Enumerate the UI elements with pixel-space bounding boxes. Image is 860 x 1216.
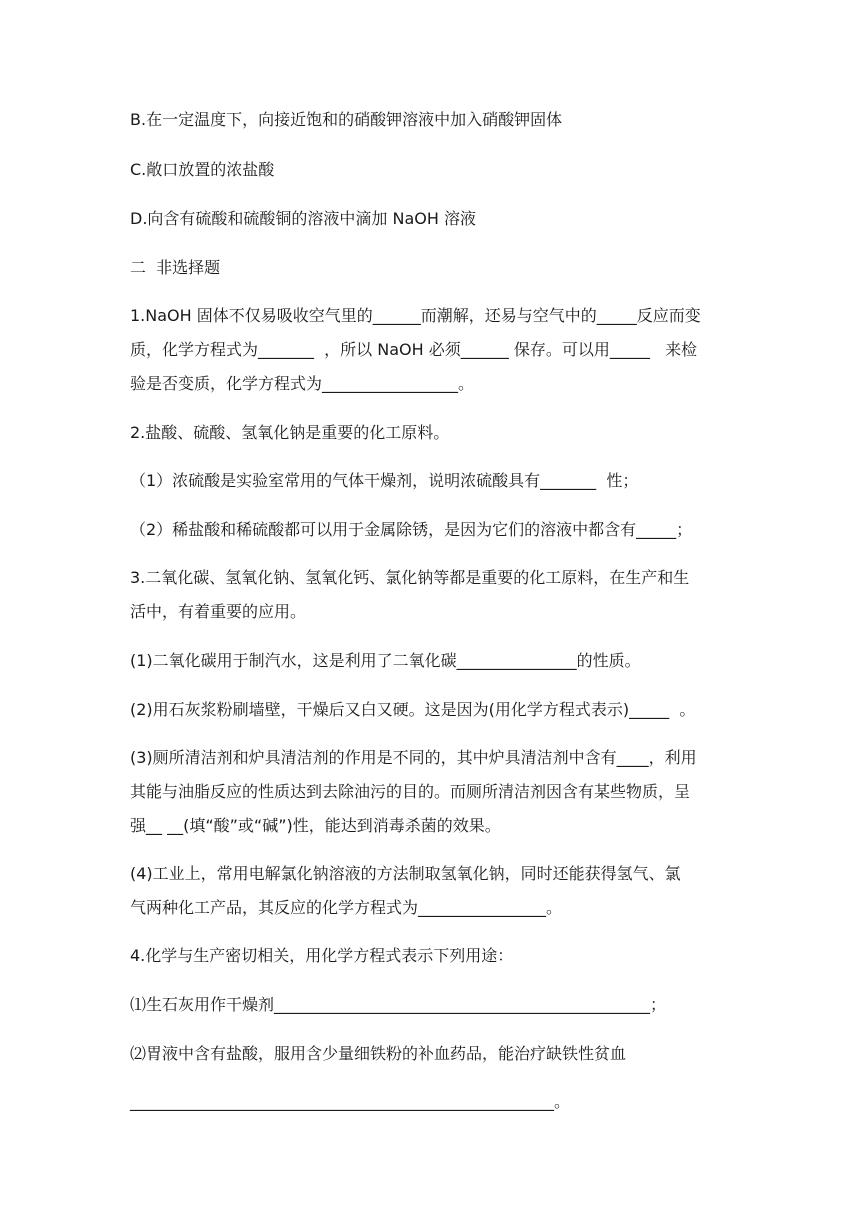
question-3-line-1: 3.二氧化碳、氢氧化钠、氢氧化钙、氯化钠等都是重要的化工原料，在生产和生 bbox=[130, 568, 690, 587]
option-c-line: C.敞口放置的浓盐酸 bbox=[130, 160, 275, 179]
question-4-answer-line: _____________________________________________________。 bbox=[130, 1092, 571, 1111]
question-3-part-3-line-3: 强__ __(填“酸”或“碱”)性，能达到消毒杀菌的效果。 bbox=[130, 816, 501, 835]
question-3-line-2: 活中，有着重要的应用。 bbox=[130, 602, 307, 621]
question-2-part-2: （2）稀盐酸和稀硫酸都可以用于金属除锈，是因为它们的溶液中都含有_____； bbox=[130, 520, 693, 539]
question-4-part-1: ⑴生石灰用作干燥剂_______________________________________________； bbox=[130, 995, 667, 1014]
question-2-part-1: （1）浓硫酸是实验室常用的气体干燥剂，说明浓硫酸具有_______ 性； bbox=[130, 471, 639, 490]
question-3-part-4-line-2: 气两种化工产品，其反应的化学方程式为________________。 bbox=[130, 898, 563, 917]
question-3-part-4-line-1: (4)工业上，常用电解氯化钠溶液的方法制取氢氧化钠，同时还能获得氢气、氯 bbox=[130, 864, 681, 883]
question-3-part-1: (1)二氧化碳用于制汽水，这是利用了二氧化碳_______________的性质。 bbox=[130, 651, 641, 670]
question-3-part-2: (2)用石灰浆粉刷墙壁，干燥后又白又硬。这是因为(用化学方程式表示)_____ 。 bbox=[130, 700, 696, 719]
option-d-line: D.向含有硫酸和硫酸铜的溶液中滴加 NaOH 溶液 bbox=[130, 209, 476, 228]
question-4-line: 4.化学与生产密切相关，用化学方程式表示下列用途： bbox=[130, 946, 514, 965]
question-1-line-1: 1.NaOH 固体不仅易吸收空气里的______而潮解，还易与空气中的_____反应而变 bbox=[130, 306, 701, 325]
question-4-part-2: ⑵胃液中含有盐酸，服用含少量细铁粉的补血药品，能治疗缺铁性贫血 bbox=[130, 1044, 627, 1063]
question-3-part-3-line-2: 其能与油脂反应的性质达到去除油污的目的。而厕所清洁剂因含有某些物质，呈 bbox=[130, 782, 691, 801]
question-2-line: 2.盐酸、硫酸、氢氧化钠是重要的化工原料。 bbox=[130, 423, 450, 442]
question-1-line-2: 质，化学方程式为_______ ，所以 NaOH 必须______ 保存。可以用_____ 来检 bbox=[130, 340, 698, 359]
question-3-part-3-line-1: (3)厕所清洁剂和炉具清洁剂的作用是不同的，其中炉具清洁剂中含有____，利用 bbox=[130, 748, 697, 767]
section-heading: 二 非选择题 bbox=[130, 258, 221, 277]
option-b-line: B.在一定温度下，向接近饱和的硝酸钾溶液中加入硝酸钾固体 bbox=[130, 110, 563, 129]
question-1-line-3: 验是否变质，化学方程式为_________________。 bbox=[130, 374, 475, 393]
